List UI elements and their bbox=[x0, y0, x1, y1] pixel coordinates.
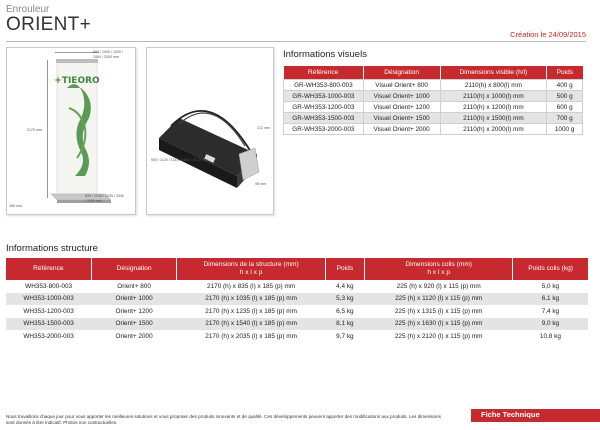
creation-date: Création le 24/09/2015 bbox=[510, 30, 586, 39]
page-title: ORIENT+ bbox=[6, 14, 91, 35]
header-category: Enrouleur bbox=[6, 4, 50, 15]
visuals-header-row bbox=[284, 66, 583, 80]
table-row: GR-WH353-1000-003 Visuel Orient+ 1000 2110(h) x 1000(l) mm 500 g bbox=[284, 91, 583, 102]
col-weight: Poids bbox=[547, 66, 583, 80]
col-package-dimensions: Dimensions colis (mm) h x l x p bbox=[365, 258, 513, 280]
structure-header-row bbox=[6, 258, 588, 280]
height-dimension: 2170 mm bbox=[27, 128, 42, 132]
footer-disclaimer: Nous travaillons chaque jour pour vous apporter les meilleures solutions et vous proposer des produits innovants et de qualité. Ces développements peuvent apporter des modifications aux produits. Les dimensions sont donnés à titre indicatif. Photos non contractuelles. bbox=[6, 414, 441, 425]
table-row: GR-WH353-1200-003 Visuel Orient+ 1200 2110(h) x 1200(l) mm 600 g bbox=[284, 102, 583, 113]
depth-dimension: 185 mm bbox=[9, 204, 22, 208]
col-reference: Référence bbox=[284, 66, 364, 80]
visuals-title: Informations visuels bbox=[283, 49, 367, 60]
table-row: WH353-1000-003 Orient+ 1000 2170 (h) x 1035 (l) x 185 (p) mm 5,3 kg 225 (h) x 1120 (l) x 115 (p) mm 6,1 kg bbox=[6, 293, 588, 306]
structure-table bbox=[6, 258, 588, 343]
bottom-width-dimensions: 835 / 1035 / 1235 / 1540 / 2035 mm bbox=[85, 194, 124, 203]
fiche-technique-badge: Fiche Technique bbox=[471, 409, 600, 421]
col-designation: Désignation bbox=[363, 66, 440, 80]
col-structure-dimensions: Dimensions de la structure (mm) h x l x p bbox=[177, 258, 325, 280]
col-package-weight: Poids colis (kg) bbox=[513, 258, 588, 280]
table-row: GR-WH353-1500-003 Visuel Orient+ 1500 2110(h) x 1500(l) mm 700 g bbox=[284, 113, 583, 124]
table-row: WH353-2000-003 Orient+ 2000 2170 (h) x 2035 (l) x 185 (p) mm 9,7 kg 225 (h) x 2120 (l) x 115 (p) mm 10,8 kg bbox=[23, 332, 561, 340]
footer-accent-line bbox=[471, 421, 600, 422]
product-image-bag bbox=[146, 47, 274, 215]
header-divider bbox=[6, 41, 586, 42]
table-row: WH353-800-003 Orient+ 800 2170 (h) x 835 (l) x 185 (p) mm 4,4 kg 225 (h) x 920 (l) x 115 (p) mm 5,0 kg bbox=[25, 282, 560, 290]
product-image-banner bbox=[6, 47, 136, 215]
table-row: WH353-1500-003 Orient+ 1500 2170 (h) x 1540 (l) x 185 (p) mm 8,1 kg 225 (h) x 1630 (l) x 115 (p) mm 9,0 kg bbox=[6, 318, 588, 331]
col-dimensions: Dimensions visible (h/l) bbox=[440, 66, 547, 80]
top-width-dimensions: 800 / 1000 / 1200 / 1500 / 2000 mm bbox=[93, 50, 123, 59]
transport-bag-illustration bbox=[147, 48, 273, 214]
visuals-table bbox=[283, 66, 583, 135]
bag-height-dimension: 212 mm bbox=[257, 126, 270, 130]
table-row: WH353-1200-003 Orient+ 1200 2170 (h) x 1235 (l) x 185 (p) mm 6,5 kg 225 (h) x 1315 (l) x 115 (p) mm 7,4 kg bbox=[23, 307, 560, 315]
table-row: GR-WH353-800-003 Visuel Orient+ 800 2110(h) x 800(l) mm 400 g bbox=[284, 80, 583, 91]
col-reference: Référence bbox=[6, 258, 91, 280]
bag-depth-dimension: 98 mm bbox=[255, 182, 266, 186]
col-designation: Désignation bbox=[91, 258, 177, 280]
col-weight: Poids bbox=[325, 258, 364, 280]
structure-title: Informations structure bbox=[6, 243, 98, 254]
bag-length-dimensions: 900 / 1120 / 1315 / 1630 / 2120 mm bbox=[151, 158, 208, 162]
banner-logo-text: +TIEORO bbox=[54, 76, 100, 86]
table-row: GR-WH353-2000-003 Visuel Orient+ 2000 2110(h) x 2000(l) mm 1000 g bbox=[284, 124, 583, 135]
